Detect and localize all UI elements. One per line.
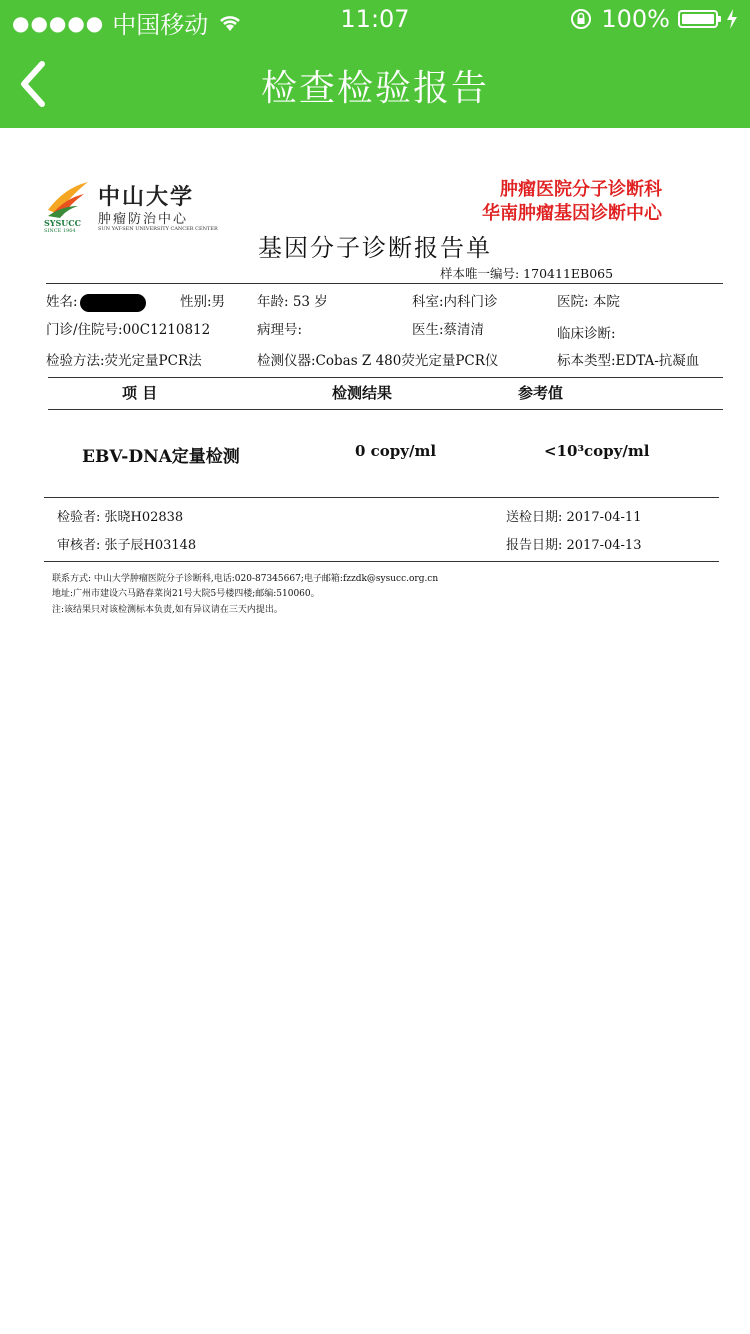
doctor: 医生:蔡清清 — [412, 322, 485, 338]
patient-age: 年龄: 53 岁 — [257, 294, 328, 310]
report-title: 基因分子诊断报告单 — [258, 234, 492, 262]
battery-icon — [678, 10, 718, 28]
hospital: 医院: 本院 — [557, 294, 620, 310]
pathology-number: 病理号: — [257, 322, 303, 338]
sample-number: 样本唯一编号: 170411EB065 — [440, 266, 614, 281]
redacted-name — [80, 294, 146, 312]
clinical-diagnosis: 临床诊断: — [557, 326, 616, 342]
cancer-center-name: 肿瘤防治中心 — [98, 212, 189, 227]
footer-address: 地址:广州市建设六马路春菜岗21号大院5号楼四楼;邮编:510060。 — [52, 589, 320, 599]
nav-bar — [0, 40, 750, 128]
clock: 11:07 — [340, 5, 410, 33]
header-item: 项 目 — [122, 384, 158, 402]
result-value: 0 copy/ml — [355, 442, 437, 460]
outpatient-number: 门诊/住院号:00C1210812 — [46, 322, 211, 338]
header-result: 检测结果 — [332, 384, 393, 402]
signal-strength-icon: ●●●●● — [12, 10, 105, 35]
carrier-name: 中国移动 — [112, 11, 209, 39]
tester: 检验者: 张晓H02838 — [57, 510, 184, 525]
battery-percent: 100% — [601, 5, 670, 33]
patient-dept: 科室:内科门诊 — [412, 294, 498, 310]
patient-name: 姓名: — [46, 290, 146, 312]
footer-contact: 联系方式: 中山大学肿瘤医院分子诊断科,电话:020-87345667;电子邮箱:fzzdk@sysucc.org.cn — [52, 574, 439, 584]
header-reference: 参考值 — [518, 384, 564, 402]
reviewer: 审核者: 张子辰H03148 — [57, 538, 197, 553]
specimen-type: 标本类型:EDTA-抗凝血 — [557, 353, 700, 369]
page-title: 检查检验报告 — [260, 68, 489, 109]
divider — [44, 497, 719, 498]
test-method: 检验方法:荧光定量PCR法 — [46, 353, 202, 369]
result-item: EBV-DNA定量检测 — [82, 447, 240, 467]
rotation-lock-icon — [569, 7, 593, 31]
divider — [46, 283, 723, 284]
patient-gender: 性别:男 — [180, 294, 226, 310]
submit-date: 送检日期: 2017-04-11 — [506, 510, 642, 525]
university-en: SUN YAT-SEN UNIVERSITY CANCER CENTER — [98, 226, 218, 232]
university-name: 中山大学 — [98, 184, 195, 210]
reference-value: <10³copy/ml — [544, 442, 650, 460]
divider — [44, 561, 719, 562]
test-instrument: 检测仪器:Cobas Z 480荧光定量PCR仪 — [257, 353, 499, 369]
logo-since: SINCE 1964 — [44, 228, 76, 234]
status-bar — [0, 0, 750, 40]
dept-line-1: 肿瘤医院分子诊断科 — [500, 179, 662, 200]
report-date: 报告日期: 2017-04-13 — [506, 538, 642, 553]
report-image — [0, 128, 750, 648]
charging-icon — [726, 9, 738, 29]
department-stamp — [482, 178, 662, 226]
divider — [48, 409, 723, 410]
logo-abbr: SYSUCC — [44, 218, 81, 228]
footer-note: 注:该结果只对该检测标本负责,如有异议请在三天内提出。 — [52, 605, 283, 615]
dept-line-2: 华南肿瘤基因诊断中心 — [482, 203, 662, 224]
divider — [48, 377, 723, 378]
